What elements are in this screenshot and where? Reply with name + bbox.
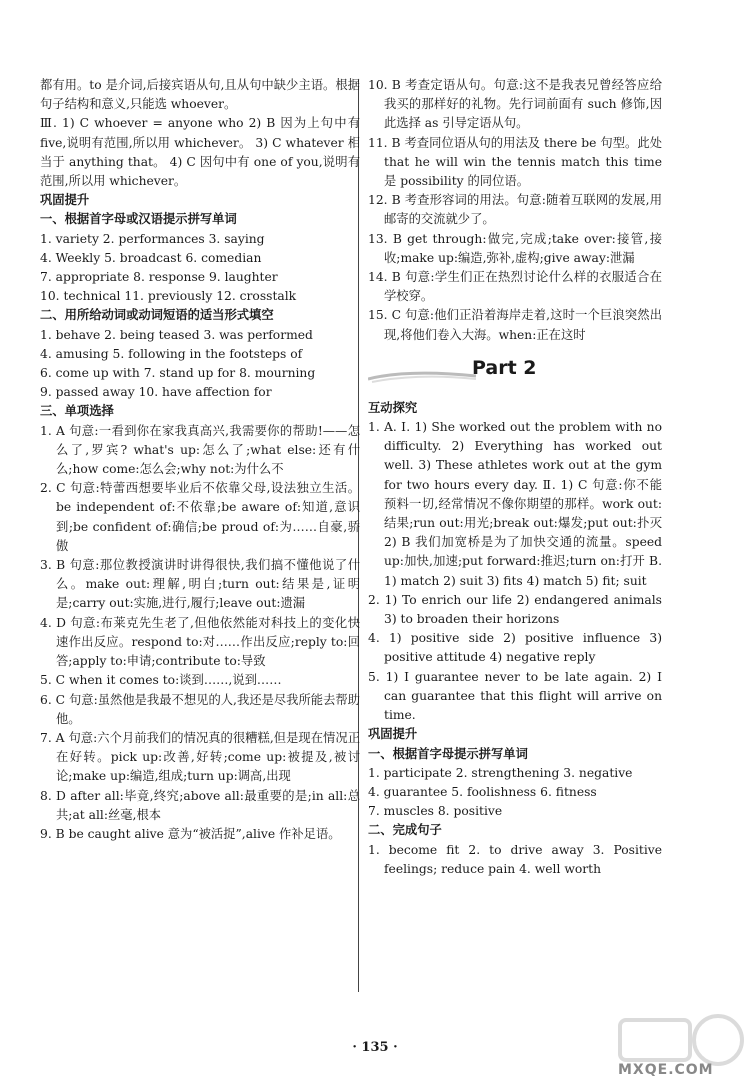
section-heading: 巩固提升 — [40, 193, 90, 208]
answer-row: 4. amusing 5. following in the footsteps of — [40, 346, 303, 361]
answer-row: 1. variety 2. performances 3. saying — [40, 231, 265, 246]
answer-row: 10. technical 11. previously 12. crosstalk — [40, 289, 297, 304]
answer-item: 4. D 句意:布莱克先生老了,但他依然能对科技上的变化快速作出反应。respond to:对……作出反应;reply to:回答;apply to:申请;contribute to:导致 — [40, 615, 360, 669]
answer-item: 15. C 句意:他们正沿着海岸走着,这时一个巨浪突然出现,将他们卷入大海。when:正在这时 — [368, 308, 662, 342]
paragraph: Ⅲ. 1) C whoever = anyone who 2) B 因为上句中有 five,说明有范围,所以用 whichever。 3) C whatever 相当于 anything that。 4) C 因句中有 one of you,说明有范围,所以用 whichever。 — [40, 116, 360, 189]
answer-item: 2. 1) To enrich our life 2) endangered animals 3) to broaden their horizons — [368, 592, 662, 627]
answer-item: 1. A. Ⅰ. 1) She worked out the problem with no difficulty. 2) Everything has worked out well. 3) These athletes work out at the gym for two hours every day. Ⅱ. 1) C 句意:你不能预料一切,经常情况不像你期望的那样。work out:结果;run out:用光;break out:爆发;put out:扑灭 2) B 我们加宽桥是为了加快交通的流量。speed up:加快,加速;put forward:推迟;turn on:打开 B. 1) match 2) suit 3) fits 4) match 5) fit; suit — [368, 420, 662, 588]
answer-item: 6. C 句意:虽然他是我最不想见的人,我还是尽我所能去帮助他。 — [40, 692, 360, 726]
answer-row: 1. behave 2. being teased 3. was performed — [40, 327, 313, 342]
section-heading: 三、单项选择 — [40, 404, 114, 419]
answer-item: 2. C 句意:特蕾西想要毕业后不依靠父母,设法独立生活。be independent of:不依靠;be aware of:知道,意识到;be confident of:确信;be proud of:为……自豪,骄傲 — [40, 481, 360, 553]
answer-item: 8. D after all:毕竟,终究;above all:最重要的是;in all:总共;at all:丝毫,根本 — [40, 788, 360, 822]
section-heading: 一、根据首字母或汉语提示拼写单词 — [40, 212, 237, 227]
answer-item: 3. B 句意:那位教授演讲时讲得很快,我们搞不懂他说了什么。make out:理解,明白;turn out:结果是,证明是;carry out:实施,进行,履行;leave out:遗漏 — [40, 558, 360, 611]
answer-item: 14. B 句意:学生们正在热烈讨论什么样的衣服适合在学校穿。 — [368, 270, 662, 304]
section-heading: 互动探究 — [368, 400, 418, 415]
section-heading: 巩固提升 — [368, 727, 418, 742]
answer-item: 4. 1) positive side 2) positive influence 3) positive attitude 4) negative reply — [368, 631, 662, 665]
answer-item: 7. A 句意:六个月前我们的情况真的很糟糕,但是现在情况正在好转。pick up:改善,好转;come up:被提及,被讨论;make up:编造,组成;turn up:调高,出现 — [40, 730, 360, 784]
answer-item: 5. 1) I guarantee never to be late again. 2) I can guarantee that this flight will arrive on time. — [368, 669, 662, 723]
answer-row: 4. guarantee 5. foolishness 6. fitness — [368, 784, 597, 799]
answer-row: 4. Weekly 5. broadcast 6. comedian — [40, 250, 262, 265]
part-header — [368, 353, 662, 397]
answer-item: 1. become fit 2. to drive away 3. Positive feelings; reduce pain 4. well worth — [368, 842, 662, 876]
answer-item: 1. A 句意:一看到你在家我真高兴,我需要你的帮助!——怎么了,罗宾? what's up:怎么了;what else:还有什么;how come:怎么会;why not:为什么不 — [40, 423, 360, 477]
answer-item: 5. C when it comes to:谈到……,说到…… — [40, 673, 282, 688]
answer-row: 7. muscles 8. positive — [368, 804, 503, 819]
watermark-text: MXQE.COM — [618, 1062, 714, 1078]
answer-item: 10. B 考查定语从句。句意:这不是我表兄曾经答应给我买的那样好的礼物。先行词前面有 such 修饰,因此选择 as 引导定语从句。 — [368, 78, 662, 131]
part-title: Part 2 — [472, 356, 537, 379]
answer-item: 12. B 考查形容词的用法。句意:随着互联网的发展,用邮寄的交流就少了。 — [368, 193, 662, 227]
answer-row: 6. come up with 7. stand up for 8. mourning — [40, 366, 316, 381]
section-heading: 二、完成句子 — [368, 823, 442, 838]
swoosh-decoration — [368, 367, 478, 385]
answer-item: 11. B 考查同位语从句的用法及 there be 句型。此处 that he will win the tennis match this time 是 possibility 的同位语。 — [368, 135, 662, 189]
left-column — [40, 76, 360, 844]
answer-row: 9. passed away 10. have affection for — [40, 385, 272, 400]
part1-answers-continued — [368, 76, 662, 345]
section-heading: 一、根据首字母提示拼写单词 — [368, 746, 528, 761]
answer-item: 13. B get through:做完,完成;take over:接管,接收;make up:编造,弥补,虚构;give away:泄漏 — [368, 231, 662, 265]
answer-item: 9. B be caught alive 意为“被活捉”,alive 作补足语。 — [40, 826, 341, 841]
paragraph: 都有用。to 是介词,后接宾语从句,且从句中缺少主语。根据句子结构和意义,只能选 whoever。 — [40, 78, 360, 112]
answer-row: 7. appropriate 8. response 9. laughter — [40, 270, 278, 285]
right-column — [368, 76, 662, 879]
part2-answers — [368, 399, 662, 879]
page-number: · 135 · — [352, 1040, 398, 1055]
section-heading: 二、用所给动词或动词短语的适当形式填空 — [40, 308, 274, 323]
answer-row: 1. participate 2. strengthening 3. negative — [368, 765, 633, 780]
